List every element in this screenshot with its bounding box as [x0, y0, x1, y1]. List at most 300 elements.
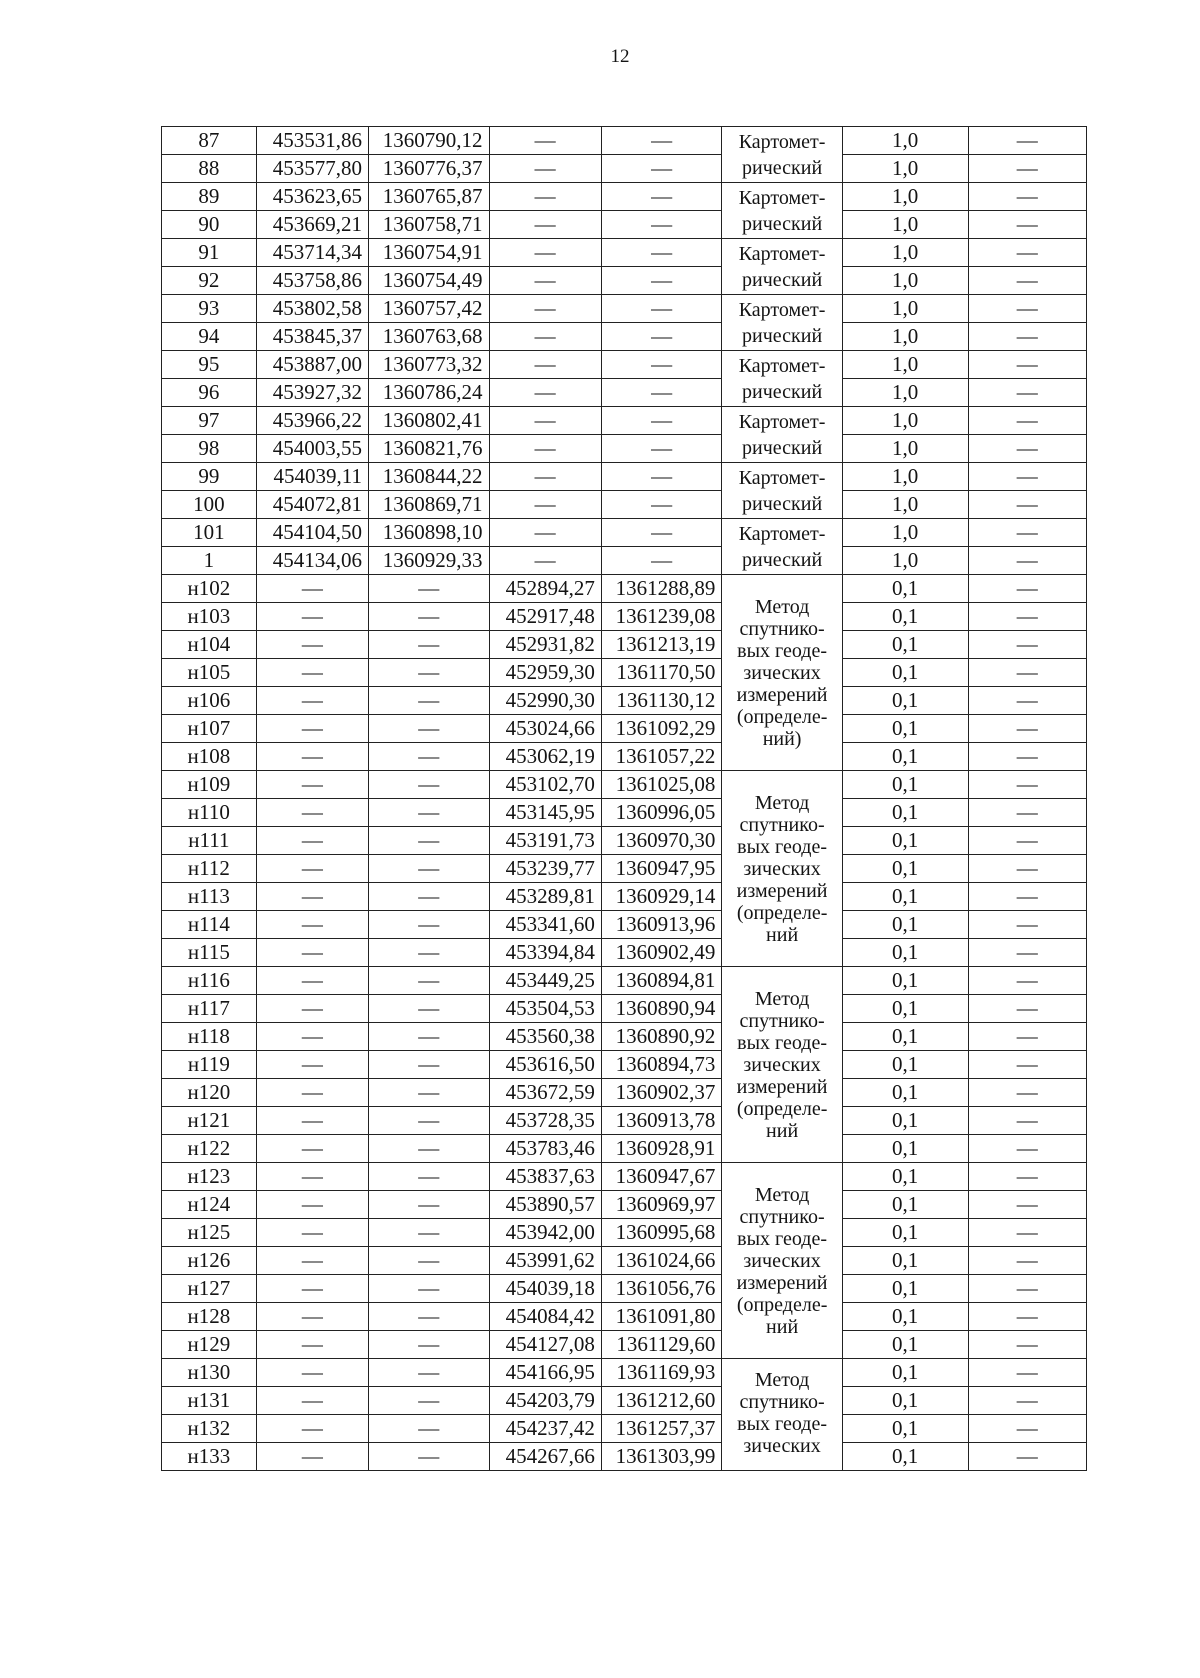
y-new-cell: — [601, 407, 722, 435]
table-row [162, 687, 1087, 715]
accuracy-cell: 0,1 [842, 1023, 968, 1051]
point-id-cell: н109 [162, 771, 257, 799]
method-line: спутнико- [739, 813, 825, 836]
y-new-cell: 1360890,94 [601, 995, 722, 1023]
x-new-cell: — [489, 435, 601, 463]
method-cell [722, 519, 843, 575]
note-cell: — [968, 407, 1087, 435]
note-cell: — [968, 799, 1087, 827]
accuracy-cell: 0,1 [842, 1107, 968, 1135]
note-cell: — [968, 1135, 1087, 1163]
x-existing-cell: — [256, 1107, 368, 1135]
accuracy-cell: 1,0 [842, 547, 968, 575]
x-new-cell: 453837,63 [489, 1163, 601, 1191]
method-cell [722, 351, 843, 407]
point-id-cell: н119 [162, 1051, 257, 1079]
x-existing-cell: — [256, 743, 368, 771]
method-line: Картомет- [738, 298, 826, 321]
point-id-cell: 89 [162, 183, 257, 211]
note-cell: — [968, 351, 1087, 379]
table-row [162, 1135, 1087, 1163]
y-existing-cell: — [369, 1359, 490, 1387]
note-cell: — [968, 1079, 1087, 1107]
point-id-cell: 97 [162, 407, 257, 435]
point-id-cell: н124 [162, 1191, 257, 1219]
method-cell [722, 1163, 843, 1359]
y-existing-cell: — [369, 1023, 490, 1051]
method-line: зических [743, 1053, 821, 1076]
method-line: Метод [754, 987, 810, 1010]
y-new-cell: 1360913,96 [601, 911, 722, 939]
accuracy-cell: 0,1 [842, 939, 968, 967]
method-cell [722, 463, 843, 519]
x-existing-cell: — [256, 771, 368, 799]
x-new-cell: — [489, 519, 601, 547]
x-existing-cell: — [256, 1247, 368, 1275]
x-existing-cell: 454003,55 [256, 435, 368, 463]
note-cell: — [968, 1275, 1087, 1303]
note-cell: — [968, 855, 1087, 883]
y-existing-cell: 1360763,68 [369, 323, 490, 351]
y-new-cell: — [601, 435, 722, 463]
table-row [162, 267, 1087, 295]
table-row [162, 743, 1087, 771]
accuracy-cell: 0,1 [842, 687, 968, 715]
x-existing-cell: — [256, 1191, 368, 1219]
accuracy-cell: 0,1 [842, 1303, 968, 1331]
x-new-cell: 454237,42 [489, 1415, 601, 1443]
y-existing-cell: — [369, 1247, 490, 1275]
note-cell: — [968, 1387, 1087, 1415]
y-new-cell: — [601, 323, 722, 351]
x-new-cell: — [489, 211, 601, 239]
y-existing-cell: 1360757,42 [369, 295, 490, 323]
accuracy-cell: 0,1 [842, 1359, 968, 1387]
note-cell: — [968, 1359, 1087, 1387]
x-existing-cell: 453802,58 [256, 295, 368, 323]
x-existing-cell: — [256, 1135, 368, 1163]
note-cell: — [968, 127, 1087, 155]
y-existing-cell: — [369, 1135, 490, 1163]
x-new-cell: — [489, 127, 601, 155]
x-new-cell: 453783,46 [489, 1135, 601, 1163]
point-id-cell: 99 [162, 463, 257, 491]
y-existing-cell: 1360758,71 [369, 211, 490, 239]
y-new-cell: 1360913,78 [601, 1107, 722, 1135]
point-id-cell: н116 [162, 967, 257, 995]
method-line: Картомет- [738, 522, 826, 545]
y-existing-cell: 1360773,32 [369, 351, 490, 379]
note-cell: — [968, 743, 1087, 771]
method-line: рический [742, 492, 823, 515]
y-existing-cell: 1360821,76 [369, 435, 490, 463]
note-cell: — [968, 827, 1087, 855]
table-row [162, 911, 1087, 939]
method-cell [722, 239, 843, 295]
x-new-cell: — [489, 155, 601, 183]
accuracy-cell: 0,1 [842, 827, 968, 855]
note-cell: — [968, 1443, 1087, 1471]
method-line: Картомет- [738, 354, 826, 377]
y-new-cell: — [601, 267, 722, 295]
x-existing-cell: 453714,34 [256, 239, 368, 267]
y-new-cell: — [601, 295, 722, 323]
table-row [162, 211, 1087, 239]
y-new-cell: 1360970,30 [601, 827, 722, 855]
method-line: Картомет- [738, 466, 826, 489]
method-line: измерений [736, 683, 828, 706]
x-existing-cell: 454134,06 [256, 547, 368, 575]
note-cell: — [968, 1331, 1087, 1359]
method-line: рический [742, 324, 823, 347]
x-new-cell: 453341,60 [489, 911, 601, 939]
note-cell: — [968, 911, 1087, 939]
point-id-cell: 94 [162, 323, 257, 351]
note-cell: — [968, 295, 1087, 323]
x-new-cell: 454084,42 [489, 1303, 601, 1331]
method-line: спутнико- [739, 1391, 825, 1413]
y-existing-cell: — [369, 939, 490, 967]
table-row [162, 799, 1087, 827]
note-cell: — [968, 547, 1087, 575]
x-new-cell: 454039,18 [489, 1275, 601, 1303]
point-id-cell: н118 [162, 1023, 257, 1051]
y-new-cell: 1360894,81 [601, 967, 722, 995]
x-existing-cell: — [256, 575, 368, 603]
x-existing-cell: 453845,37 [256, 323, 368, 351]
table-row [162, 323, 1087, 351]
method-line: Картомет- [738, 242, 826, 265]
method-line: Метод [754, 791, 810, 814]
coordinates-table [161, 126, 1087, 1471]
x-existing-cell: — [256, 603, 368, 631]
y-new-cell: — [601, 519, 722, 547]
x-existing-cell: — [256, 1051, 368, 1079]
table-row [162, 435, 1087, 463]
method-line: Метод [754, 595, 810, 618]
x-existing-cell: 453758,86 [256, 267, 368, 295]
accuracy-cell: 0,1 [842, 1275, 968, 1303]
method-line: зических [743, 1435, 821, 1457]
table-row [162, 771, 1087, 799]
accuracy-cell: 0,1 [842, 603, 968, 631]
table-row [162, 295, 1087, 323]
y-existing-cell: — [369, 967, 490, 995]
table-row [162, 183, 1087, 211]
y-new-cell: 1361056,76 [601, 1275, 722, 1303]
method-line: зических [743, 1249, 821, 1272]
x-existing-cell: 453577,80 [256, 155, 368, 183]
point-id-cell: 87 [162, 127, 257, 155]
accuracy-cell: 1,0 [842, 407, 968, 435]
point-id-cell: н126 [162, 1247, 257, 1275]
method-line: ний [766, 1119, 799, 1142]
note-cell: — [968, 1107, 1087, 1135]
point-id-cell: н117 [162, 995, 257, 1023]
note-cell: — [968, 1163, 1087, 1191]
point-id-cell: н112 [162, 855, 257, 883]
x-new-cell: 453289,81 [489, 883, 601, 911]
x-new-cell: 453672,59 [489, 1079, 601, 1107]
accuracy-cell: 0,1 [842, 1219, 968, 1247]
x-existing-cell: — [256, 715, 368, 743]
x-existing-cell: — [256, 799, 368, 827]
note-cell: — [968, 659, 1087, 687]
x-existing-cell: 454104,50 [256, 519, 368, 547]
table-row [162, 715, 1087, 743]
note-cell: — [968, 1415, 1087, 1443]
method-line: (определе- [736, 901, 828, 924]
y-existing-cell: — [369, 603, 490, 631]
table-row [162, 127, 1087, 155]
method-line: вых геоде- [737, 1031, 827, 1054]
table-row [162, 883, 1087, 911]
method-line: (определе- [736, 1293, 828, 1316]
note-cell: — [968, 379, 1087, 407]
x-new-cell: 453145,95 [489, 799, 601, 827]
method-line: вых геоде- [737, 639, 827, 662]
y-new-cell: 1361129,60 [601, 1331, 722, 1359]
method-cell [722, 575, 843, 771]
x-new-cell: 452931,82 [489, 631, 601, 659]
y-existing-cell: 1360786,24 [369, 379, 490, 407]
y-existing-cell: — [369, 995, 490, 1023]
y-new-cell: 1360902,49 [601, 939, 722, 967]
x-new-cell: 453102,70 [489, 771, 601, 799]
method-line: зических [743, 857, 821, 880]
x-new-cell: 452990,30 [489, 687, 601, 715]
table-row [162, 995, 1087, 1023]
method-line: рический [742, 380, 823, 403]
x-existing-cell: — [256, 687, 368, 715]
table-row [162, 1051, 1087, 1079]
note-cell: — [968, 883, 1087, 911]
table-row [162, 547, 1087, 575]
y-existing-cell: — [369, 575, 490, 603]
x-new-cell: 453991,62 [489, 1247, 601, 1275]
note-cell: — [968, 575, 1087, 603]
accuracy-cell: 1,0 [842, 435, 968, 463]
method-cell [722, 967, 843, 1163]
table-row [162, 1415, 1087, 1443]
note-cell: — [968, 211, 1087, 239]
x-new-cell: — [489, 491, 601, 519]
x-new-cell: 453890,57 [489, 1191, 601, 1219]
note-cell: — [968, 771, 1087, 799]
table-row [162, 519, 1087, 547]
y-new-cell: — [601, 127, 722, 155]
note-cell: — [968, 995, 1087, 1023]
accuracy-cell: 1,0 [842, 267, 968, 295]
table-row [162, 827, 1087, 855]
table-row [162, 1443, 1087, 1471]
note-cell: — [968, 183, 1087, 211]
table-row [162, 1107, 1087, 1135]
accuracy-cell: 1,0 [842, 491, 968, 519]
accuracy-cell: 0,1 [842, 1415, 968, 1443]
point-id-cell: 88 [162, 155, 257, 183]
x-new-cell: — [489, 407, 601, 435]
note-cell: — [968, 715, 1087, 743]
point-id-cell: н103 [162, 603, 257, 631]
point-id-cell: н115 [162, 939, 257, 967]
method-line: измерений [736, 879, 828, 902]
method-line: ний [766, 923, 799, 946]
table-row [162, 1359, 1087, 1387]
x-new-cell: — [489, 351, 601, 379]
y-new-cell: 1361091,80 [601, 1303, 722, 1331]
method-cell [722, 295, 843, 351]
x-new-cell: 453239,77 [489, 855, 601, 883]
y-existing-cell: — [369, 1415, 490, 1443]
point-id-cell: н122 [162, 1135, 257, 1163]
method-line: рический [742, 268, 823, 291]
method-cell [722, 1359, 843, 1471]
y-new-cell: — [601, 463, 722, 491]
table-row [162, 659, 1087, 687]
x-new-cell: 454166,95 [489, 1359, 601, 1387]
y-existing-cell: — [369, 1163, 490, 1191]
accuracy-cell: 0,1 [842, 1051, 968, 1079]
y-existing-cell: — [369, 827, 490, 855]
x-new-cell: 453942,00 [489, 1219, 601, 1247]
y-new-cell: 1361303,99 [601, 1443, 722, 1471]
y-new-cell: — [601, 239, 722, 267]
x-existing-cell: — [256, 1303, 368, 1331]
x-new-cell: — [489, 183, 601, 211]
note-cell: — [968, 1303, 1087, 1331]
method-line: вых геоде- [737, 1413, 827, 1435]
x-existing-cell: — [256, 827, 368, 855]
note-cell: — [968, 1023, 1087, 1051]
x-new-cell: 453560,38 [489, 1023, 601, 1051]
method-line: Картомет- [738, 186, 826, 209]
y-new-cell: — [601, 183, 722, 211]
x-new-cell: 454267,66 [489, 1443, 601, 1471]
note-cell: — [968, 463, 1087, 491]
x-existing-cell: — [256, 1443, 368, 1471]
table-row [162, 379, 1087, 407]
note-cell: — [968, 267, 1087, 295]
x-new-cell: 453191,73 [489, 827, 601, 855]
method-cell [722, 771, 843, 967]
x-existing-cell: — [256, 883, 368, 911]
method-line: вых геоде- [737, 1227, 827, 1250]
accuracy-cell: 1,0 [842, 211, 968, 239]
x-existing-cell: 453623,65 [256, 183, 368, 211]
point-id-cell: н114 [162, 911, 257, 939]
y-existing-cell: — [369, 883, 490, 911]
point-id-cell: н113 [162, 883, 257, 911]
point-id-cell: 95 [162, 351, 257, 379]
y-new-cell: — [601, 547, 722, 575]
y-existing-cell: — [369, 1275, 490, 1303]
table-row [162, 575, 1087, 603]
y-new-cell: 1360902,37 [601, 1079, 722, 1107]
x-new-cell: — [489, 379, 601, 407]
x-existing-cell: 453531,86 [256, 127, 368, 155]
y-new-cell: 1361257,37 [601, 1415, 722, 1443]
accuracy-cell: 0,1 [842, 743, 968, 771]
point-id-cell: н130 [162, 1359, 257, 1387]
y-existing-cell: 1360802,41 [369, 407, 490, 435]
accuracy-cell: 0,1 [842, 799, 968, 827]
x-existing-cell: — [256, 939, 368, 967]
y-new-cell: 1361212,60 [601, 1387, 722, 1415]
accuracy-cell: 0,1 [842, 967, 968, 995]
x-existing-cell: — [256, 1275, 368, 1303]
table-row [162, 1163, 1087, 1191]
note-cell: — [968, 967, 1087, 995]
method-line: (определе- [736, 1097, 828, 1120]
table-row [162, 1191, 1087, 1219]
table-row [162, 939, 1087, 967]
x-existing-cell: — [256, 1163, 368, 1191]
y-new-cell: — [601, 379, 722, 407]
x-existing-cell: — [256, 631, 368, 659]
table-row [162, 631, 1087, 659]
y-new-cell: 1361025,08 [601, 771, 722, 799]
accuracy-cell: 0,1 [842, 855, 968, 883]
y-existing-cell: — [369, 1051, 490, 1079]
note-cell: — [968, 1051, 1087, 1079]
y-existing-cell: — [369, 1303, 490, 1331]
table-row [162, 1247, 1087, 1275]
accuracy-cell: 0,1 [842, 883, 968, 911]
point-id-cell: н125 [162, 1219, 257, 1247]
note-cell: — [968, 1191, 1087, 1219]
y-existing-cell: — [369, 855, 490, 883]
x-existing-cell: 453887,00 [256, 351, 368, 379]
table-body [162, 127, 1087, 1471]
point-id-cell: н120 [162, 1079, 257, 1107]
note-cell: — [968, 435, 1087, 463]
accuracy-cell: 1,0 [842, 351, 968, 379]
accuracy-cell: 1,0 [842, 239, 968, 267]
accuracy-cell: 1,0 [842, 323, 968, 351]
accuracy-cell: 0,1 [842, 911, 968, 939]
method-line: измерений [736, 1271, 828, 1294]
x-new-cell: 452917,48 [489, 603, 601, 631]
accuracy-cell: 1,0 [842, 127, 968, 155]
y-existing-cell: — [369, 659, 490, 687]
method-line: ний [766, 1315, 799, 1338]
table-row [162, 1079, 1087, 1107]
point-id-cell: н106 [162, 687, 257, 715]
table-row [162, 407, 1087, 435]
y-new-cell: 1361213,19 [601, 631, 722, 659]
accuracy-cell: 0,1 [842, 1443, 968, 1471]
point-id-cell: н127 [162, 1275, 257, 1303]
x-new-cell: — [489, 239, 601, 267]
method-line: рический [742, 156, 823, 179]
y-existing-cell: — [369, 687, 490, 715]
x-new-cell: 453394,84 [489, 939, 601, 967]
note-cell: — [968, 491, 1087, 519]
point-id-cell: н129 [162, 1331, 257, 1359]
note-cell: — [968, 687, 1087, 715]
y-existing-cell: 1360898,10 [369, 519, 490, 547]
note-cell: — [968, 1219, 1087, 1247]
y-existing-cell: — [369, 1079, 490, 1107]
point-id-cell: н132 [162, 1415, 257, 1443]
note-cell: — [968, 323, 1087, 351]
method-line: Картомет- [738, 130, 826, 153]
x-new-cell: 452894,27 [489, 575, 601, 603]
x-new-cell: 454127,08 [489, 1331, 601, 1359]
y-new-cell: 1360996,05 [601, 799, 722, 827]
point-id-cell: 91 [162, 239, 257, 267]
